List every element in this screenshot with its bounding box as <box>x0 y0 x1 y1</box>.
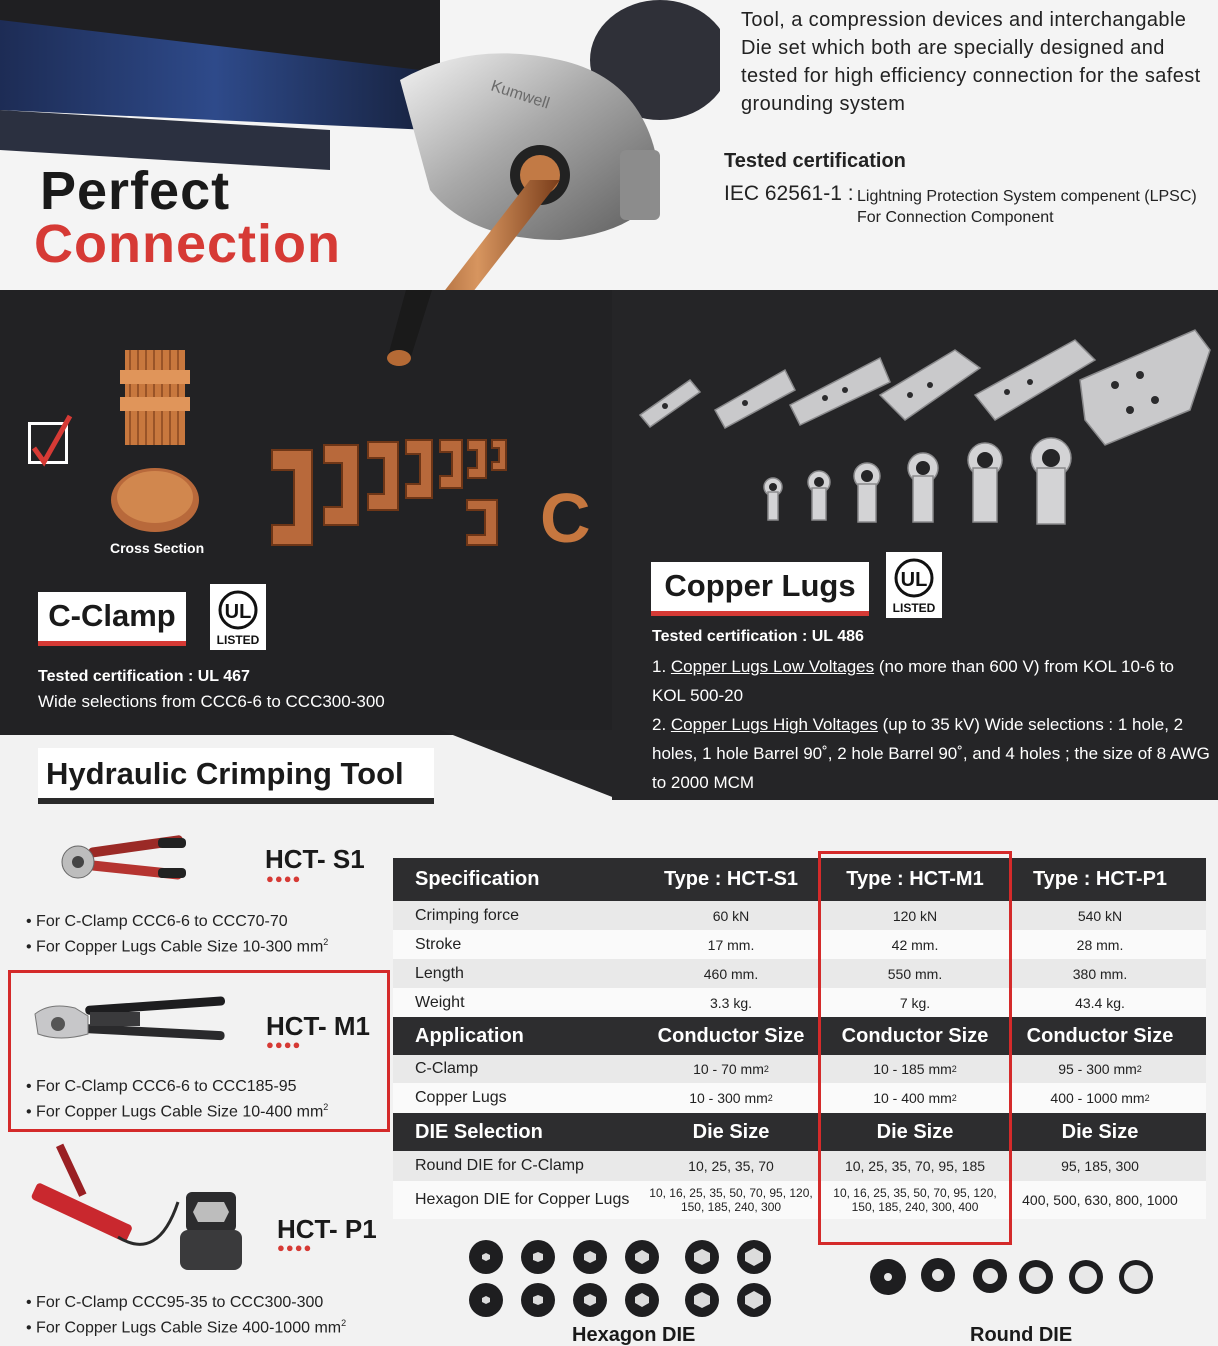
table-cell: 10, 16, 25, 35, 50, 70, 95, 120, 150, 185, 240, 300 <box>649 1186 813 1214</box>
copper-lugs-item-1: 1. Copper Lugs Low Voltages (no more than 600 V) from KOL 10-6 to KOL 500-20 <box>652 657 1174 705</box>
table-cell: Copper Lugs <box>415 1089 507 1106</box>
table-cell: Crimping force <box>415 906 520 924</box>
c-clamp-products-image <box>262 430 592 560</box>
table-row <box>393 988 1206 1017</box>
ul-listed-badge <box>210 584 266 650</box>
ul-logo-icon <box>210 584 266 650</box>
table-cell: 550 mm. <box>887 965 943 982</box>
headline-perfect: Perfect <box>40 161 231 221</box>
hct-m1-dots: ●●●● <box>266 1037 302 1052</box>
table-header-cell: Type : HCT-M1 <box>846 868 984 890</box>
table-header-row <box>393 858 1206 901</box>
table-cell: 3.3 kg. <box>709 994 753 1011</box>
copper-lugs-high-voltage-link[interactable]: Copper Lugs High Voltages <box>670 715 878 734</box>
table-row <box>393 930 1206 959</box>
ul-logo-icon <box>886 552 942 618</box>
table-cell: Weight <box>415 993 465 1011</box>
round-die-image <box>866 1256 1162 1298</box>
hct-p1-dots: ●●●● <box>277 1240 313 1255</box>
table-header-cell: Type : HCT-S1 <box>663 868 799 890</box>
round-die-label: Round DIE <box>970 1324 1073 1346</box>
table-cell: Hexagon DIE for Copper Lugs <box>415 1191 630 1208</box>
tool-brand-engraving: Kumwell <box>488 77 552 113</box>
table-row <box>393 1181 1206 1219</box>
table-header-cell: Die Size <box>692 1120 770 1143</box>
table-row <box>393 1151 1206 1181</box>
application-header-row <box>393 1017 1206 1055</box>
die-selection-header-row <box>393 1113 1206 1151</box>
cable-end-graphic <box>380 290 440 380</box>
checkmark-icon <box>26 410 76 470</box>
table-cell: 10 - 300 mm 2 <box>689 1090 773 1106</box>
hct-p1-bullet-cclamp: • For C-Clamp CCC95-35 to CCC300-300 <box>26 1294 324 1311</box>
svg-text:UL: UL <box>224 601 252 623</box>
copper-lugs-products-image <box>635 300 1215 530</box>
hexagon-die-label: Hexagon DIE <box>572 1324 696 1346</box>
iec-standard: IEC 62561-1 : <box>724 182 854 205</box>
table-cell: 42 mm. <box>891 936 939 953</box>
table-cell: 400, 500, 630, 800, 1000 <box>1022 1192 1178 1208</box>
table-cell: 95 - 300 mm 2 <box>1058 1061 1142 1077</box>
table-header-cell: Die Size <box>1061 1120 1139 1143</box>
table-row <box>393 1083 1206 1113</box>
copper-strands-image <box>110 345 210 535</box>
hct-p1-model-name: HCT- P1 <box>277 1214 377 1244</box>
iec-description-line1: Lightning Protection System compenent (LPSC) <box>857 188 1197 205</box>
table-row <box>393 959 1206 988</box>
headline-connection: Connection <box>34 214 341 274</box>
table-cell: 7 kg. <box>899 994 931 1011</box>
table-row <box>393 1055 1206 1083</box>
ul-listed-text: LISTED <box>892 601 936 615</box>
hct-s1-bullet-cclamp: • For C-Clamp CCC6-6 to CCC70-70 <box>26 913 288 930</box>
table-cell: 95, 185, 300 <box>1061 1158 1139 1174</box>
hct-p1-tool-image <box>28 1142 258 1282</box>
panel-wedge <box>440 730 620 800</box>
table-header-cell: Conductor Size <box>657 1024 805 1047</box>
table-cell: 540 kN <box>1077 907 1123 924</box>
table-cell: Stroke <box>415 935 462 953</box>
copper-lugs-label: Copper Lugs <box>651 562 869 616</box>
table-header-cell: Application <box>415 1024 524 1047</box>
table-cell: 17 mm. <box>707 936 755 953</box>
table-header-cell: Die Size <box>876 1120 954 1143</box>
c-clamp-label: C-Clamp <box>38 592 186 646</box>
hct-p1-bullet-lugs: • For Copper Lugs Cable Size 400-1000 $mm^2$ <box>26 1318 347 1337</box>
table-cell: 43.4 kg. <box>1075 994 1125 1011</box>
hydraulic-crimping-tool-title: Hydraulic Crimping Tool <box>38 748 434 804</box>
copper-lugs-item-2: 2. Copper Lugs High Voltages (up to 35 kV) Wide selections : 1 hole, 2 holes, 1 hole Barrel 90˚, 2 hole Barrel 90˚, and 4 holes ; the size of 8 AWG to 2000 MCM <box>652 715 1210 792</box>
hct-m1-tool-image <box>30 994 230 1054</box>
table-cell: 10 - 400 mm 2 <box>873 1090 957 1106</box>
hct-s1-tool-image <box>48 830 188 890</box>
table-header-cell: Specification <box>415 868 540 890</box>
table-cell: 10 - 185 mm 2 <box>873 1061 957 1077</box>
table-cell: 120 kN <box>892 907 938 924</box>
hct-s1-model-name: HCT- S1 <box>265 844 365 874</box>
iec-description <box>857 186 1197 228</box>
table-cell: 10 - 70 mm 2 <box>693 1061 769 1077</box>
table-row <box>393 901 1206 930</box>
svg-text:C: C <box>540 479 591 557</box>
ul-listed-badge <box>886 552 942 618</box>
hct-m1-column-highlight <box>818 851 1012 1245</box>
copper-lugs-description <box>652 652 1212 797</box>
table-cell: 60 kN <box>712 907 750 924</box>
iec-description-line2: For Connection Component <box>857 209 1054 226</box>
certification-title: Tested certification <box>724 150 906 172</box>
table-header-cell: DIE Selection <box>415 1120 543 1143</box>
table-cell: 10, 16, 25, 35, 50, 70, 95, 120, 150, 185, 240, 300, 400 <box>833 1186 997 1214</box>
table-cell: Round DIE for C-Clamp <box>415 1157 584 1174</box>
hct-m1-model-name: HCT- M1 <box>266 1011 370 1041</box>
copper-lugs-low-voltage-link[interactable]: Copper Lugs Low Voltages <box>670 657 875 676</box>
table-cell: 28 mm. <box>1076 936 1124 953</box>
hexagon-die-image <box>462 1238 782 1320</box>
table-cell: 400 - 1000 mm 2 <box>1050 1090 1150 1106</box>
table-header-cell: Conductor Size <box>1026 1024 1174 1047</box>
table-cell: 10, 25, 35, 70 <box>688 1158 774 1174</box>
cross-section-label: Cross Section <box>110 540 205 556</box>
c-clamp-range: Wide selections from CCC6-6 to CCC300-300 <box>38 692 385 711</box>
hct-m1-bullet-cclamp: • For C-Clamp CCC6-6 to CCC185-95 <box>26 1078 297 1095</box>
table-cell: 10, 25, 35, 70, 95, 185 <box>844 1158 986 1174</box>
table-cell: C-Clamp <box>415 1060 479 1077</box>
table-header-cell: Conductor Size <box>841 1024 989 1047</box>
copper-lugs-certification: Tested certification : UL 486 <box>652 628 864 645</box>
svg-text:UL: UL <box>900 569 928 591</box>
ul-listed-text: LISTED <box>216 633 260 647</box>
table-cell: Length <box>415 964 464 982</box>
table-cell: 380 mm. <box>1072 965 1128 982</box>
c-clamp-certification: Tested certification : UL 467 <box>38 668 250 685</box>
table-cell: 460 mm. <box>703 965 759 982</box>
table-header-cell: Type : HCT-P1 <box>1032 868 1168 890</box>
hct-s1-bullet-lugs: • For Copper Lugs Cable Size 10-300 $mm^2$ <box>26 937 329 956</box>
hct-s1-dots: ●●●● <box>266 871 302 886</box>
intro-text: Tool, a compression devices and interchangable Die set which both are specially designed and tested for high efficiency connection for the safest grounding system <box>741 9 1201 115</box>
hct-m1-bullet-lugs: • For Copper Lugs Cable Size 10-400 $mm^2$ <box>26 1102 329 1121</box>
